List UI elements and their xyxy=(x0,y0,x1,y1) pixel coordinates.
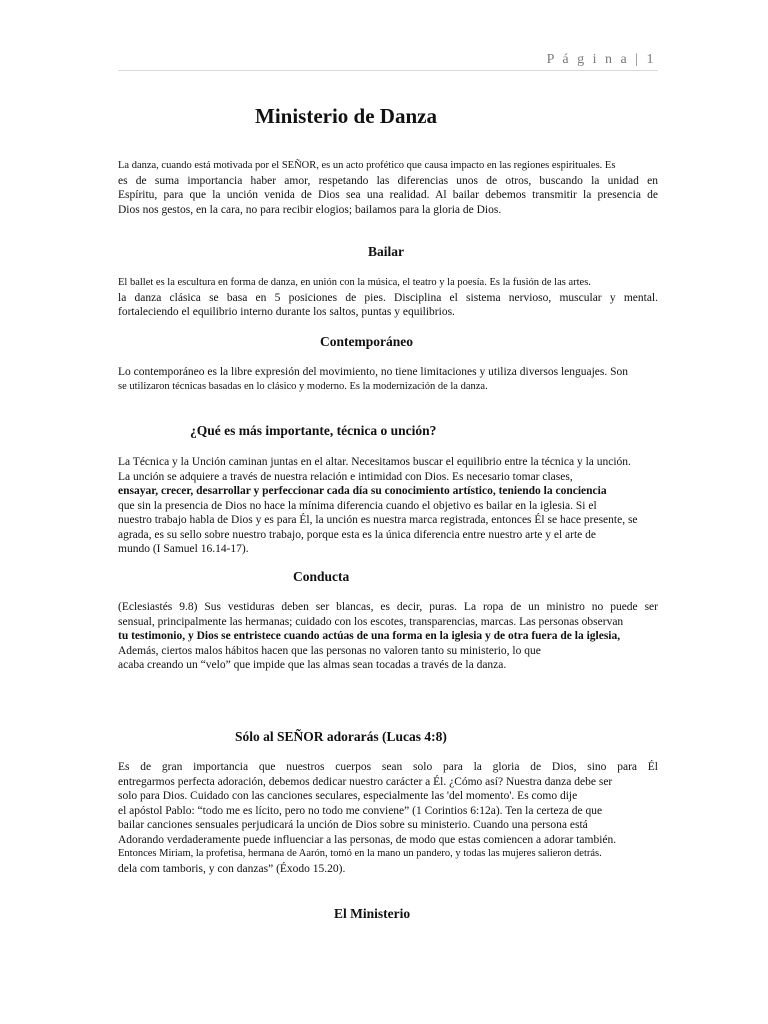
contemporaneo-paragraph xyxy=(118,365,658,394)
text-line: se utilizaron técnicas basadas en lo clásico y moderno. Es la modernización de la danza. xyxy=(118,380,488,392)
text-line: bailar canciones sensuales perjudicará la unción de Dios sobre su ministerio. Cuando una persona está xyxy=(118,819,588,831)
section-heading-tecnica-uncion: ¿Qué es más importante, técnica o unción? xyxy=(190,423,437,438)
text-line: agrada, es su sello sobre nuestro trabajo, porque esta es la única diferencia entre nuestro arte y el arte de xyxy=(118,528,597,541)
section-heading-el-ministerio: El Ministerio xyxy=(334,906,411,921)
text-line: (Eclesiastés 9.8) Sus vestiduras deben ser blancas, es decir, puras. La ropa de un ministro no puede ser xyxy=(118,601,658,613)
conducta-paragraph xyxy=(118,600,658,673)
section-heading-conducta: Conducta xyxy=(293,569,350,584)
solo-al-senor-paragraph xyxy=(118,760,658,876)
text-line: entregarmos perfecta adoración, debemos dedicar nuestro carácter a Él. ¿Cómo así? Nuestra danza debe ser xyxy=(118,775,613,788)
text-line: Dios nos gestos, en la cara, no para recibir elogios; bailamos para la gloria de Dios. xyxy=(118,203,502,216)
document-title: Ministerio de Danza xyxy=(255,104,437,128)
text-line: ensayar, crecer, desarrollar y perfeccionar cada día su conocimiento artístico, teniendo la conciencia xyxy=(118,485,607,497)
text-line: La danza, cuando está motivada por el SEÑOR, es un acto profético que causa impacto en las regiones espirituales. Es xyxy=(118,160,616,171)
section-heading-contemporaneo: Contemporáneo xyxy=(320,334,413,349)
text-line: que sin la presencia de Dios no hace la mínima diferencia cuando el objetivo es bailar en la iglesia. Si el xyxy=(118,499,597,512)
text-line: acaba creando un “velo” que impide que las almas sean tocadas a través de la danza. xyxy=(118,659,507,671)
text-line: La unción se adquiere a través de nuestra relación e intimidad con Dios. Es necesario tomar clases, xyxy=(118,470,573,483)
text-line: es de suma importancia haber amor, respetando las diferencias unos de otros, buscando la unidad en xyxy=(118,174,658,187)
text-line: Entonces Miriam, la profetisa, hermana de Aarón, tomó en la mano un pandero, y todas las mujeres salieron detrás. xyxy=(118,848,602,859)
section-heading-solo-al-senor: Sólo al SEÑOR adorarás (Lucas 4:8) xyxy=(235,729,447,744)
text-line: Además, ciertos malos hábitos hacen que las personas no valoren tanto su ministerio, lo que xyxy=(118,644,541,657)
page-header xyxy=(118,50,658,71)
text-line: Espíritu, para que la unción venida de Dios sea una realidad. Al bailar debemos transmitir la presencia de xyxy=(118,189,658,201)
section-heading-bailar: Bailar xyxy=(368,244,404,259)
text-line: el apóstol Pablo: “todo me es lícito, pero no todo me conviene” (1 Corintios 6:12a). Ten la certeza de que xyxy=(118,804,603,817)
text-line: solo para Dios. Cuidado con las canciones seculares, especialmente las 'del momento'. Es como dije xyxy=(118,790,578,802)
text-line: Es de gran importancia que nuestros cuerpos sean solo para la gloria de Dios, sino para Él xyxy=(118,761,658,773)
tecnica-paragraph xyxy=(118,455,658,557)
text-line: sensual, principalmente las hermanas; cuidado con los escotes, transparencias, marcas. Las personas observan xyxy=(118,615,624,628)
text-line: la danza clásica se basa en 5 posiciones de pies. Disciplina el sistema nervioso, muscular y mental. xyxy=(118,291,658,304)
bailar-paragraph xyxy=(118,276,658,320)
text-line: mundo (I Samuel 16.14-17). xyxy=(118,543,249,555)
text-line: fortaleciendo el equilibrio interno durante los saltos, puntas y equilibrios. xyxy=(118,306,455,318)
text-line: La Técnica y la Unción caminan juntas en el altar. Necesitamos buscar el equilibrio entre la técnica y la unción. xyxy=(118,456,631,468)
text-line: El ballet es la escultura en forma de danza, en unión con la música, el teatro y la poesía. Es la fusión de las artes. xyxy=(118,277,591,288)
text-line: dela com tamboris, y con danzas” (Éxodo 15.20). xyxy=(118,862,346,875)
text-line: Lo contemporáneo es la libre expresión del movimiento, no tiene limitaciones y utiliza diversos lenguajes. Son xyxy=(118,366,629,378)
text-line: tu testimonio, y Dios se entristece cuando actúas de una forma en la iglesia y de otra fuera de la iglesia, xyxy=(118,630,621,642)
text-line: nuestro trabajo habla de Dios y es para Él, la unción es nuestra marca registrada, entonces Él se hace presente, se xyxy=(118,514,638,526)
page-number: P á g i n a | 1 xyxy=(546,52,656,67)
text-line: Adorando verdaderamente puede influenciar a las personas, de modo que estas comiencen a adorar también. xyxy=(118,833,617,846)
intro-paragraph xyxy=(118,159,658,217)
